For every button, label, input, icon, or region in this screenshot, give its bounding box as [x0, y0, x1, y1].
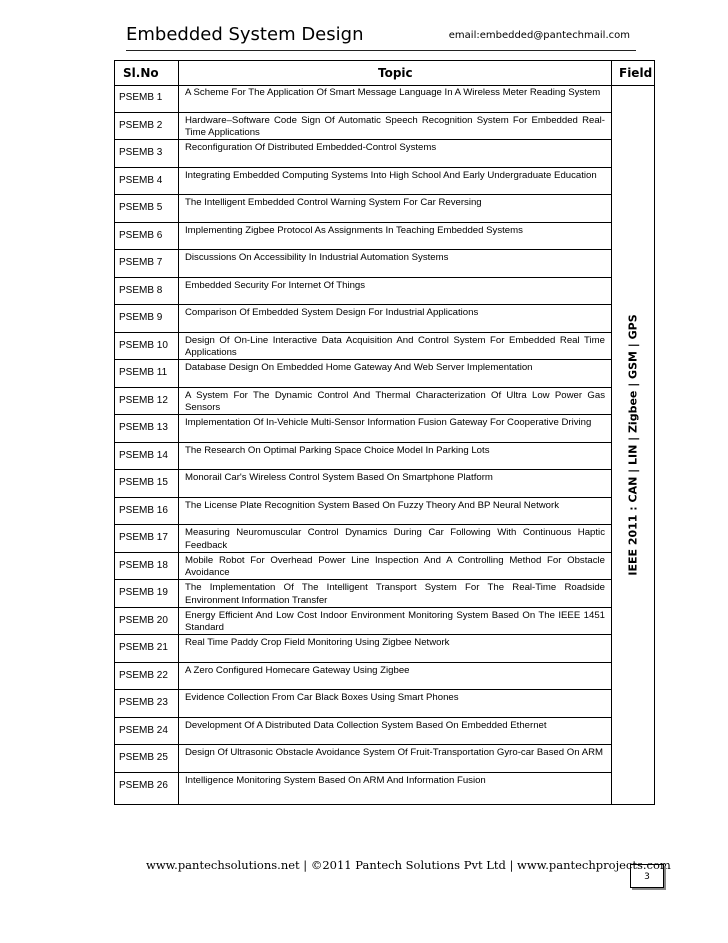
row-topic: Database Design On Embedded Home Gateway And Web Server Implementation [185, 362, 533, 373]
row-sl-no: PSEMB 17 [119, 532, 168, 543]
table-row [115, 608, 611, 636]
table-row [115, 250, 611, 278]
row-sl-no: PSEMB 14 [119, 449, 168, 461]
table-row [115, 773, 611, 801]
row-topic: Implementing Zigbee Protocol As Assignments In Teaching Embedded Systems [185, 224, 523, 236]
row-topic: Comparison Of Embedded System Design For Industrial Applications [185, 307, 479, 318]
row-sl-no: PSEMB 3 [119, 147, 163, 158]
row-topic: The Research On Optimal Parking Space Choice Model In Parking Lots [185, 444, 490, 456]
table-row [115, 195, 611, 223]
table-row [115, 415, 611, 443]
table-row [115, 140, 611, 168]
row-sl-no: PSEMB 12 [119, 394, 168, 406]
table-row [115, 223, 611, 251]
row-topic: Mobile Robot For Overhead Power Line Inspection And A Controlling Method For Obstacle Avoidance [185, 554, 605, 579]
row-sl-no: PSEMB 18 [119, 559, 168, 571]
table-row [115, 525, 611, 553]
table-row [115, 278, 611, 306]
row-topic: Design Of Ultrasonic Obstacle Avoidance System Of Fruit-Transportation Gyro-car Based On ARM [185, 747, 604, 758]
table-row [115, 85, 611, 113]
table-header [115, 61, 654, 86]
row-topic: Monorail Car's Wireless Control System Based On Smartphone Platform [185, 472, 493, 483]
row-topic: Hardware–Software Code Sign Of Automatic Speech Recognition System For Embedded Real-Time Applications [185, 114, 605, 139]
header-email: email:embedded@pantechmail.com [448, 30, 630, 41]
row-sl-no: PSEMB 21 [119, 642, 168, 653]
field-cell [611, 85, 654, 804]
page-footer: www.pantechsolutions.net | ©2011 Pantech Solutions Pvt Ltd | www.pantechprojects.com [146, 858, 671, 872]
row-sl-no: PSEMB 23 [119, 697, 168, 708]
row-topic: Embedded Security For Internet Of Things [185, 279, 366, 291]
topics-table [114, 60, 655, 805]
document-title: Embedded System Design [126, 24, 364, 45]
row-sl-no: PSEMB 9 [119, 312, 163, 323]
table-row [115, 305, 611, 333]
row-sl-no: PSEMB 4 [119, 174, 163, 186]
row-topic: Evidence Collection From Car Black Boxes Using Smart Phones [185, 692, 459, 703]
row-topic: A System For The Dynamic Control And Thermal Characterization Of Ultra Low Power Gas Sensors [185, 389, 605, 414]
row-sl-no: PSEMB 19 [119, 587, 168, 598]
table-row [115, 580, 611, 608]
row-sl-no: PSEMB 7 [119, 257, 163, 268]
row-sl-no: PSEMB 24 [119, 724, 168, 736]
table-row [115, 333, 611, 361]
row-topic: Real Time Paddy Crop Field Monitoring Using Zigbee Network [185, 637, 450, 648]
table-row [115, 388, 611, 416]
row-sl-no: PSEMB 5 [119, 202, 163, 213]
row-sl-no: PSEMB 25 [119, 752, 168, 763]
row-topic: The Intelligent Embedded Control Warning System For Car Reversing [185, 197, 482, 208]
row-topic: Reconfiguration Of Distributed Embedded-Control Systems [185, 142, 437, 153]
row-sl-no: PSEMB 16 [119, 504, 168, 516]
page-number: 3 [630, 864, 664, 888]
table-row [115, 113, 611, 141]
table-row [115, 498, 611, 526]
row-topic: The Implementation Of The Intelligent Transport System For The Real-Time Roadside Environment Information Transfer [185, 582, 605, 606]
header-topic: Topic [378, 66, 413, 80]
row-sl-no: PSEMB 10 [119, 339, 168, 351]
table-row [115, 470, 611, 498]
table-row [115, 168, 611, 196]
row-topic: Energy Efficient And Low Cost Indoor Environment Monitoring System Based On The IEEE 1451 Standard [185, 609, 605, 634]
table-row [115, 443, 611, 471]
header-sl-no: Sl.No [123, 66, 159, 80]
row-sl-no: PSEMB 1 [119, 92, 163, 103]
field-value: IEEE 2011 : CAN | LIN | Zigbee | GSM | GPS [626, 313, 639, 576]
row-sl-no: PSEMB 15 [119, 477, 168, 488]
row-sl-no: PSEMB 6 [119, 229, 163, 241]
table-row [115, 690, 611, 718]
page-header [126, 22, 636, 51]
table-body [115, 85, 611, 800]
row-topic: A Zero Configured Homecare Gateway Using Zigbee [185, 664, 410, 676]
row-topic: Intelligence Monitoring System Based On ARM And Information Fusion [185, 774, 486, 786]
row-topic: Measuring Neuromuscular Control Dynamics During Car Following With Continuous Haptic Feedback [185, 527, 605, 551]
row-topic: The License Plate Recognition System Based On Fuzzy Theory And BP Neural Network [185, 499, 559, 511]
row-sl-no: PSEMB 11 [119, 367, 168, 378]
header-field: Field [619, 66, 653, 80]
row-sl-no: PSEMB 13 [119, 422, 168, 433]
table-row [115, 745, 611, 773]
row-topic: Discussions On Accessibility In Industrial Automation Systems [185, 252, 449, 263]
row-topic: A Scheme For The Application Of Smart Message Language In A Wireless Meter Reading System [185, 87, 601, 98]
table-row [115, 663, 611, 691]
row-topic: Development Of A Distributed Data Collection System Based On Embedded Ethernet [185, 719, 547, 731]
table-row [115, 360, 611, 388]
row-sl-no: PSEMB 20 [119, 614, 168, 626]
table-row [115, 635, 611, 663]
row-sl-no: PSEMB 2 [119, 119, 163, 131]
row-sl-no: PSEMB 26 [119, 779, 168, 791]
row-topic: Design Of On-Line Interactive Data Acquisition And Control System For Embedded Real Time Applications [185, 334, 605, 359]
row-sl-no: PSEMB 8 [119, 284, 163, 296]
row-topic: Implementation Of In-Vehicle Multi-Sensor Information Fusion Gateway For Cooperative Driving [185, 417, 592, 428]
table-row [115, 553, 611, 581]
table-row [115, 718, 611, 746]
row-topic: Integrating Embedded Computing Systems Into High School And Early Undergraduate Education [185, 169, 597, 181]
row-sl-no: PSEMB 22 [119, 669, 168, 681]
